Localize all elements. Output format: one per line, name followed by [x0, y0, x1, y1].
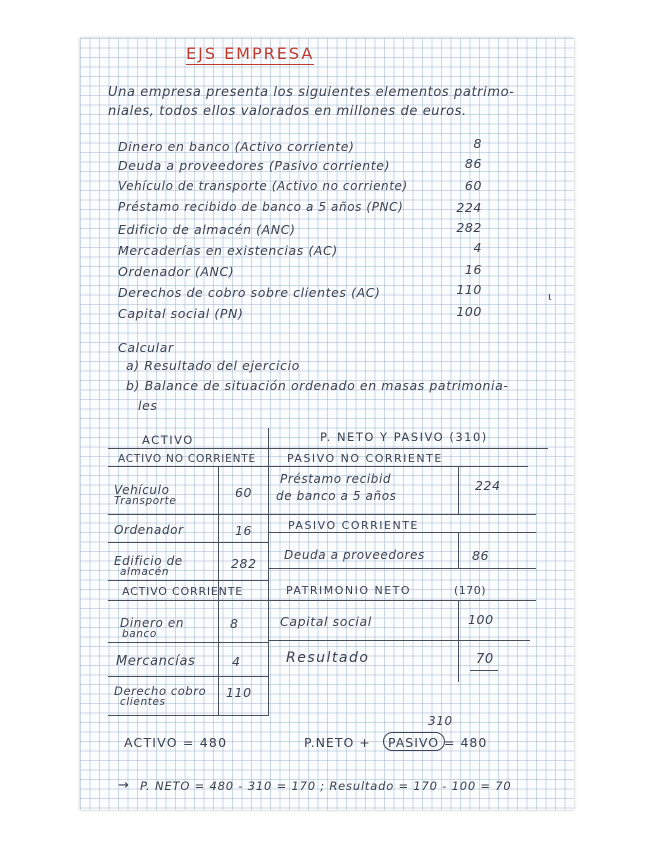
anc-label: Vehículo [114, 483, 170, 497]
item-label: Mercaderías en existencias (AC) [118, 243, 338, 258]
pn-total: (170) [454, 584, 487, 597]
ac-label-cont: clientes [120, 696, 166, 708]
pn-label: Resultado [286, 650, 370, 666]
section-rule [108, 600, 268, 601]
row-rule [108, 514, 268, 515]
anc-header: ACTIVO NO CORRIENTE [118, 453, 256, 465]
arrow-icon: → [118, 778, 130, 793]
row-rule [268, 568, 536, 569]
header-rule [108, 448, 548, 449]
pc-label: Deuda a proveedores [284, 548, 425, 562]
item-value: 100 [456, 304, 482, 319]
pn-value: 70 [476, 652, 494, 667]
item-label: Vehículo de transporte (Activo no corriente) [118, 179, 408, 193]
pnc-header: PASIVO NO CORRIENTE [287, 452, 443, 465]
row-rule [108, 676, 268, 677]
item-label: Préstamo recibido de banco a 5 años (PNC) [118, 200, 404, 214]
pnc-label: Préstamo recibid [280, 472, 392, 486]
page-title: EJS EMPRESA [186, 44, 315, 63]
anc-label-cont: Transporte [114, 495, 177, 507]
activo-total: ACTIVO = 480 [124, 735, 228, 750]
pasivo-label: PASIVO [388, 735, 440, 750]
section-rule [268, 514, 536, 515]
item-label: Ordenador (ANC) [118, 264, 235, 279]
pn-value: 100 [468, 612, 494, 627]
ac-header: ACTIVO CORRIENTE [122, 585, 243, 598]
ac-label: Dinero en [120, 616, 185, 630]
item-value: 86 [464, 156, 482, 171]
ac-label: Derecho cobro [114, 684, 207, 698]
pc-header: PASIVO CORRIENTE [288, 519, 419, 532]
pn-label: Capital social [280, 614, 372, 629]
ac-value: 4 [232, 654, 241, 669]
pnc-value: 224 [475, 478, 501, 493]
notebook-page [80, 38, 574, 810]
item-label: Deuda a proveedores (Pasivo corriente) [118, 158, 391, 173]
intro-line-2: niales, todos ellos valorados en millones de euros. [108, 104, 467, 119]
intro-line-1: Una empresa presenta los siguientes elementos patrimo- [108, 85, 515, 100]
pc-value-divider [458, 532, 459, 568]
section-rule [108, 466, 528, 467]
center-divider [268, 428, 269, 716]
activo-header: ACTIVO [142, 433, 194, 447]
item-value: 60 [464, 178, 482, 193]
item-value: 282 [456, 220, 482, 235]
item-value: 16 [464, 262, 482, 277]
item-value: 4 [473, 240, 482, 255]
anc-value: 60 [235, 485, 253, 500]
ac-label-cont: banco [122, 628, 157, 640]
pnc-value-divider [458, 466, 459, 514]
underline [470, 670, 498, 671]
item-label: Capital social (PN) [118, 306, 244, 321]
pasivo-note: 310 [428, 714, 453, 728]
row-rule [268, 640, 530, 641]
section-rule [268, 600, 536, 601]
anc-value: 282 [231, 556, 257, 571]
row-rule [108, 642, 268, 643]
item-value: 110 [456, 282, 482, 297]
equals-total: = 480 [444, 735, 488, 750]
question-b-line-1: b) Balance de situación ordenado en masas patrimonia- [126, 378, 509, 393]
pnc-label-cont: de banco a 5 años [276, 489, 397, 503]
question-b-line-2: les [138, 398, 158, 413]
anc-label: Edificio de [114, 554, 183, 568]
footer-equation: P. NETO = 480 - 310 = 170 ; Resultado = 170 - 100 = 70 [140, 779, 512, 793]
pn-header: PATRIMONIO NETO [286, 584, 412, 597]
ac-value: 8 [230, 616, 239, 631]
item-label: Dinero en banco (Activo corriente) [118, 139, 355, 154]
pneto-label: P.NETO + [304, 735, 371, 750]
row-rule [108, 542, 268, 543]
pen-mark: ι [548, 290, 552, 303]
table-bottom-rule [108, 715, 268, 716]
anc-label: Ordenador [114, 523, 184, 537]
anc-label-cont: almacén [120, 566, 170, 578]
anc-value: 16 [235, 523, 253, 538]
row-rule [108, 580, 268, 581]
calcular-heading: Calcular [118, 340, 174, 355]
pneto-pasivo-header: P. NETO Y PASIVO (310) [320, 430, 488, 444]
pc-value: 86 [472, 548, 490, 563]
item-label: Edificio de almacén (ANC) [118, 222, 296, 237]
item-label: Derechos de cobro sobre clientes (AC) [118, 285, 381, 300]
section-rule [268, 532, 536, 533]
ac-label: Mercancías [116, 654, 196, 669]
question-a: a) Resultado del ejercicio [126, 358, 300, 373]
item-value: 224 [456, 200, 482, 215]
ac-value: 110 [226, 685, 252, 700]
item-value: 8 [473, 136, 482, 151]
